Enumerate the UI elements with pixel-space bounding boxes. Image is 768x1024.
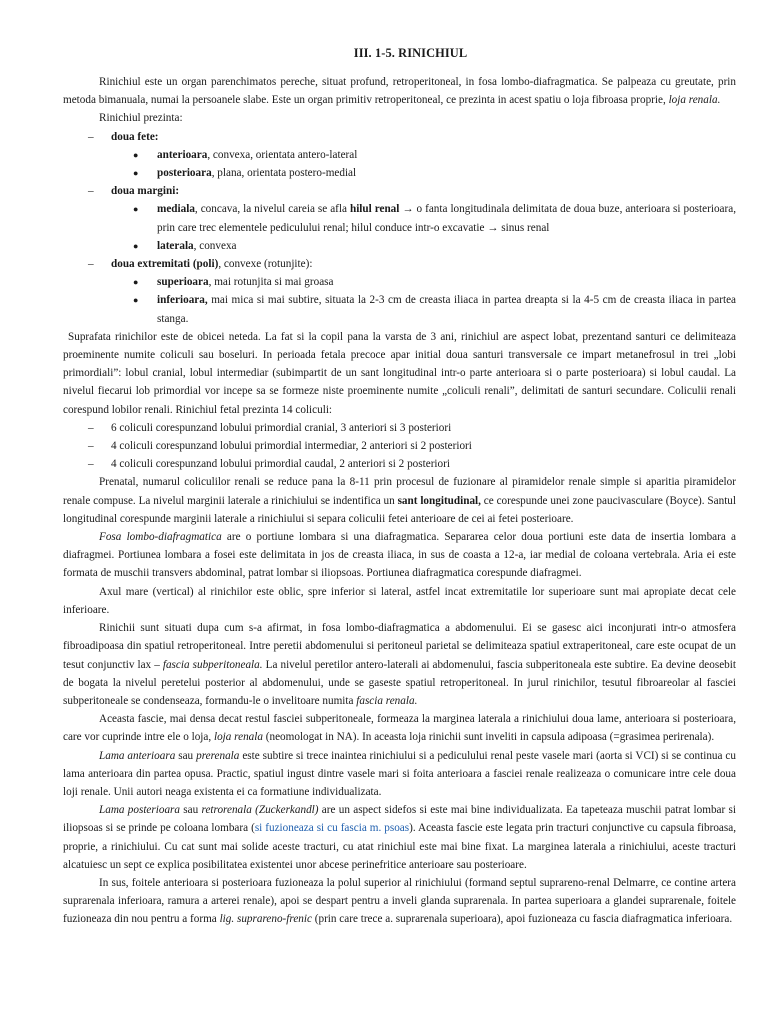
list-item-extremitati xyxy=(63,255,736,273)
paragraph-text: Rinichii sunt situati dupa cum s-a afirmat, in fosa lombo-diafragmatica a abdomenului. Ei se gasesc aici inconjurati intr-o atmosfera fibroadipoasa din spatiul retroperitoneal. Intre peretii abdomenului si peritoneul parietal se delimiteaza spatiul extraperitoneal, care este ocupat de un tesut conjunctiv lax – xyxy=(63,622,736,671)
item-text: mai mica si mai subtire, situata la 2-3 cm de creasta iliaca in partea dreapta si la 4-5 cm de creasta iliaca in partea stanga. xyxy=(157,294,736,325)
term-fascia-renala: fascia renala. xyxy=(356,694,418,707)
item-text: , convexe (rotunjite): xyxy=(218,258,313,271)
list-item-fete xyxy=(63,128,736,146)
bullet-marker: ● xyxy=(133,240,139,251)
coliculi-list xyxy=(63,419,736,474)
paragraph-aceasta-fascie xyxy=(63,710,736,746)
paragraph-text: ). Aceasta fascie este legata prin tracturi conjunctive cu capsula fibroasa, proprie, a rinichiului. Cu cat sunt mai solide aceste tracturi, cu atat rinichiul este mai bine fixat. La marginea laterala a rinichiului, aceste tracturi alcatuiesc un sept ce explica posibilitatea existentei unor abcese perinefritice anterioare sau posterioare. xyxy=(63,822,736,871)
heading-fete: doua fete: xyxy=(111,130,159,143)
paragraph-text: are un aspect sidefos si este mai bine individualizata. Ea tapeteaza muschii patrat lombar si iliopsoas si se prinde pe coloana lombara ( xyxy=(63,804,737,835)
list-item xyxy=(63,455,736,473)
term-posterioara: posterioara xyxy=(157,167,212,180)
list-item xyxy=(63,164,736,182)
item-text: , plana, orientata postero-medial xyxy=(211,167,357,180)
fete-list xyxy=(63,146,736,182)
term-sant-longitudinal: sant longitudinal, xyxy=(397,494,481,507)
term-lig-suprareno-frenic: lig. suprareno-frenic xyxy=(219,913,312,926)
paragraph-axul: Axul mare (vertical) al rinichilor este oblic, spre inferior si lateral, astfel incat extremitatile lor superioare sunt mai apropiate decat cele inferioare. xyxy=(63,585,736,616)
dash-marker: – xyxy=(88,440,94,453)
paragraph-rinichiul-prezinta: Rinichiul prezinta: xyxy=(99,112,183,125)
dash-marker: – xyxy=(88,130,94,143)
bullet-marker: ● xyxy=(133,149,139,160)
outline-list xyxy=(63,255,736,273)
paragraph-in-sus xyxy=(63,874,736,929)
dash-marker: – xyxy=(88,421,94,434)
list-item xyxy=(63,291,736,327)
term-lama-posterioara: Lama posterioara xyxy=(99,804,180,817)
item-text: , convexa xyxy=(193,239,237,252)
term-inferioara: inferioara, xyxy=(157,294,208,307)
paragraph-fosa xyxy=(63,528,736,583)
term-lama-anterioara: Lama anterioara xyxy=(99,749,176,762)
dash-marker: – xyxy=(88,458,94,471)
paragraph-text: are o portiune lombara si una diafragmatica. Separarea celor doua portiuni este data de insertia lombara a diafragmei. Portiunea lombara a fosei este delimitata in jos de creasta iliaca, in sus de coasta a 12-a, iar medial de coloana vertebrala. Aria ei este formata de muschii transvers abdominal, patrat lombar si iliopsoas. Portiunea diafragmatica corespunde diafragmei. xyxy=(63,531,736,580)
paragraph-intro xyxy=(63,73,736,109)
item-text: 6 coliculi corespunzand lobului primordial cranial, 3 anteriori si 3 posteriori xyxy=(111,421,452,434)
heading-margini: doua margini: xyxy=(111,185,180,198)
term-retrorenala: retrorenala (Zuckerkandl) xyxy=(201,804,319,817)
outline-list xyxy=(63,182,736,200)
paragraph-text: Prenatal, numarul coliculilor renali se reduce pana la 8-11 prin procesul de fuzionare al piramidelor renale simple si aparitia piramidelor renale compuse. La nivelul marginii laterale a rinichiului se indentifica un xyxy=(63,476,736,507)
margini-list xyxy=(63,200,736,255)
dash-marker: – xyxy=(88,185,94,198)
paragraph-rinichii-situati xyxy=(63,619,736,710)
paragraph-text: Rinichiul este un organ parenchimatos pereche, situat profund, retroperitoneal, in fosa lombo-diafragmatica. Se palpeaza cu greutate, prin metoda bimanuala, numai la persoanele slabe. Este un organ primitiv retroperitoneal, ce prezinta in acest spatiu o loja fibroasa proprie, xyxy=(63,76,736,107)
term-superioara: superioara xyxy=(157,276,209,289)
term-anterioara: anterioara xyxy=(157,148,208,161)
term-hilul-renal: hilul renal xyxy=(349,203,400,216)
page-title: III. 1-5. RINICHIUL xyxy=(353,46,468,60)
list-item-margini xyxy=(63,182,736,200)
paragraph-lama-anterioara xyxy=(63,747,736,802)
term-loja-renala: loja renala. xyxy=(668,94,721,107)
paragraph-text: In sus, foitele anterioara si posterioara fuzioneaza la polul superior al rinichiului (formand septul suprareno-renal Delmarre, ce contine artera suprarenala inferioara, ramura a arterei renale), apoi se despart pentru a inveli glanda suprarenala. In partea superioara a glandei suprarenale, foitele fuzioneaza din nou pentru a forma xyxy=(63,876,736,926)
paragraph-text: este subtire si trece inaintea rinichiului si a pediculului renal peste vasele mari (aorta si VCI) si se continua cu lama anterioara din partea opusa. Practic, spatiul ingust dintre vasele mari si foita anterioara a fasciei renale realizeaza o comunicare intre cele doua loji renale. Unii autori neaga existenta ei ca formatiune individualizata. xyxy=(63,749,736,798)
document-content xyxy=(63,44,736,929)
paragraph-suprafata: Suprafata rinichilor este de obicei neteda. La fat si la copil pana la varsta de 3 ani, rinichiul are aspect lobat, prezentand santuri ce delimiteaza proeminente numite coliculi sau boseluri. In perioada fetala precoce apar initial doua santuri transversale ce impart metanefrosul in trei „lobi primordiali”: lobul cranial, lobul intermediar (subimpartit de un sant longitudinal intr-o parte anterioara si o parte posterioara) si lobul caudal. La nivelul fiecarui lob primordial vor incepe sa se formeze niste proeminente numite „coliculi renali”, delimitati de santuri secundare. Coliculii renali corespund lobilor renali. Rinichiul fetal prezinta 14 coliculi: xyxy=(63,330,736,416)
heading-extremitati: doua extremitati (poli) xyxy=(111,258,219,271)
bullet-marker: ● xyxy=(133,168,139,179)
term-prerenala: prerenala xyxy=(196,749,240,762)
term-laterala: laterala xyxy=(157,239,194,252)
paragraph-text: Aceasta fascie, mai densa decat restul fasciei subperitoneale, formeaza la marginea laterala a rinichiului doua lame, anterioara si posterioara, care vor cuprinde intre ele o loja, xyxy=(63,713,736,744)
item-text: , mai rotunjita si mai groasa xyxy=(208,276,334,289)
outline-list xyxy=(63,128,736,146)
list-item xyxy=(63,437,736,455)
list-item xyxy=(63,146,736,164)
list-item xyxy=(63,200,736,236)
paragraph-text: sau xyxy=(175,749,197,762)
item-text: , convexa, orientata antero-lateral xyxy=(207,148,358,161)
bullet-marker: ● xyxy=(133,277,139,288)
item-text: → o fanta longitudinala delimitata de doua buze, anterioara si posterioara, prin care trec elementele pediculului renal; hilul conduce intr-o excavatie → sinus renal xyxy=(157,203,736,234)
highlighted-note: si fuzioneaza si cu fascia m. psoas xyxy=(254,822,410,835)
bullet-marker: ● xyxy=(133,295,139,306)
dash-marker: – xyxy=(88,258,94,271)
item-text: 4 coliculi corespunzand lobului primordial intermediar, 2 anteriori si 2 posteriori xyxy=(111,440,472,453)
paragraph-prenatal xyxy=(63,473,736,528)
term-fosa-lombo-diafragmatica: Fosa lombo-diafragmatica xyxy=(99,531,222,544)
paragraph-text: sau xyxy=(180,804,202,817)
list-item xyxy=(63,273,736,291)
paragraph-text: (neomologat in NA). In aceasta loja rinichii sunt inveliti in capsula adipoasa (=grasimea perirenala). xyxy=(262,731,715,744)
term-mediala: mediala xyxy=(157,203,195,216)
paragraph-text: ce corespunde unei zone paucivasculare (Boyce). Santul longitudinal corespunde marginii laterale a rinichiului si separa coliculii fetei anterioare de cei ai fetei posterioare. xyxy=(63,494,736,525)
list-item xyxy=(63,419,736,437)
paragraph-text: (prin care trece a. suprarenala superioara), apoi fuzioneaza cu fascia diafragmatica inferioara. xyxy=(311,913,733,926)
list-item xyxy=(63,237,736,255)
item-text: , concava, la nivelul careia se afla xyxy=(194,203,350,216)
term-loja-renala: loja renala xyxy=(213,731,263,744)
paragraph-text: La nivelul peretilor antero-laterali ai abdomenului, fascia subperitoneala este subtire. Ea devine deosebit de bogata la nivelul peretelui posterior al abdomenului, unde se gaseste spatiul retroperitoneal. In jurul rinichilor, tesutul fibroareolar al fasciei subperitoneale se condenseaza, formandu-le o invelitoare numita xyxy=(63,658,736,707)
bullet-marker: ● xyxy=(133,204,139,215)
item-text: 4 coliculi corespunzand lobului primordial caudal, 2 anteriori si 2 posteriori xyxy=(111,458,450,471)
term-fascia-subperitoneala: fascia subperitoneala. xyxy=(162,658,263,671)
extremitati-list xyxy=(63,273,736,328)
paragraph-lama-posterioara xyxy=(63,801,736,874)
